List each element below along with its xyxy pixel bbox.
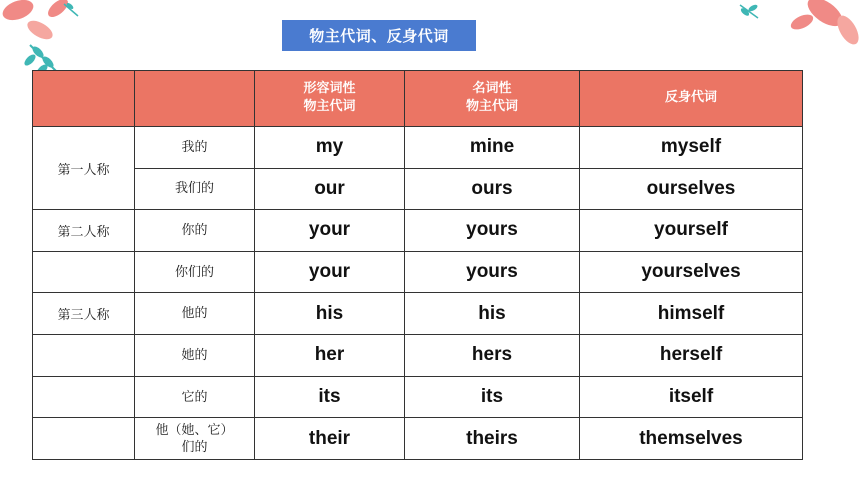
chinese-cell: 我的	[135, 126, 255, 168]
person-cell	[33, 251, 135, 293]
table-row	[33, 210, 803, 252]
person-cell: 第一人称	[33, 126, 135, 209]
adjective-possessive-cell: your	[255, 210, 405, 252]
reflexive-cell: themselves	[580, 418, 803, 460]
reflexive-cell: ourselves	[580, 168, 803, 210]
leaf-decoration-left	[0, 0, 130, 80]
reflexive-cell: herself	[580, 335, 803, 377]
chinese-cell: 你们的	[135, 251, 255, 293]
chinese-cell: 你的	[135, 210, 255, 252]
person-cell: 第二人称	[33, 210, 135, 252]
reflexive-cell: himself	[580, 293, 803, 335]
person-cell	[33, 376, 135, 418]
adjective-possessive-cell: her	[255, 335, 405, 377]
table-row	[33, 335, 803, 377]
noun-possessive-cell: ours	[405, 168, 580, 210]
adjective-possessive-cell: their	[255, 418, 405, 460]
adjective-possessive-cell: his	[255, 293, 405, 335]
header-chinese	[135, 71, 255, 127]
chinese-cell: 我们的	[135, 168, 255, 210]
adjective-possessive-cell: its	[255, 376, 405, 418]
person-cell	[33, 418, 135, 460]
pronoun-table	[32, 70, 803, 460]
table-row	[33, 418, 803, 460]
noun-possessive-cell: hers	[405, 335, 580, 377]
person-cell	[33, 335, 135, 377]
reflexive-cell: myself	[580, 126, 803, 168]
reflexive-cell: yourself	[580, 210, 803, 252]
table-row	[33, 126, 803, 168]
header-noun-possessive: 名词性 物主代词	[405, 71, 580, 127]
page-title: 物主代词、反身代词	[282, 20, 476, 51]
noun-possessive-cell: mine	[405, 126, 580, 168]
table-row	[33, 293, 803, 335]
noun-possessive-cell: yours	[405, 210, 580, 252]
noun-possessive-cell: yours	[405, 251, 580, 293]
adjective-possessive-cell: our	[255, 168, 405, 210]
chinese-cell: 它的	[135, 376, 255, 418]
table-row	[33, 251, 803, 293]
header-adjective-possessive: 形容词性 物主代词	[255, 71, 405, 127]
chinese-cell: 他（她、它） 们的	[135, 418, 255, 460]
noun-possessive-cell: his	[405, 293, 580, 335]
adjective-possessive-cell: my	[255, 126, 405, 168]
adjective-possessive-cell: your	[255, 251, 405, 293]
noun-possessive-cell: theirs	[405, 418, 580, 460]
chinese-cell: 他的	[135, 293, 255, 335]
reflexive-cell: itself	[580, 376, 803, 418]
table-header-row	[33, 71, 803, 127]
table-row	[33, 168, 803, 210]
person-cell: 第三人称	[33, 293, 135, 335]
header-person	[33, 71, 135, 127]
leaf-icon	[0, 0, 78, 77]
table-row	[33, 376, 803, 418]
leaf-decoration-right	[730, 0, 860, 60]
header-reflexive: 反身代词	[580, 71, 803, 127]
leaf-icon	[740, 0, 860, 48]
reflexive-cell: yourselves	[580, 251, 803, 293]
noun-possessive-cell: its	[405, 376, 580, 418]
chinese-cell: 她的	[135, 335, 255, 377]
